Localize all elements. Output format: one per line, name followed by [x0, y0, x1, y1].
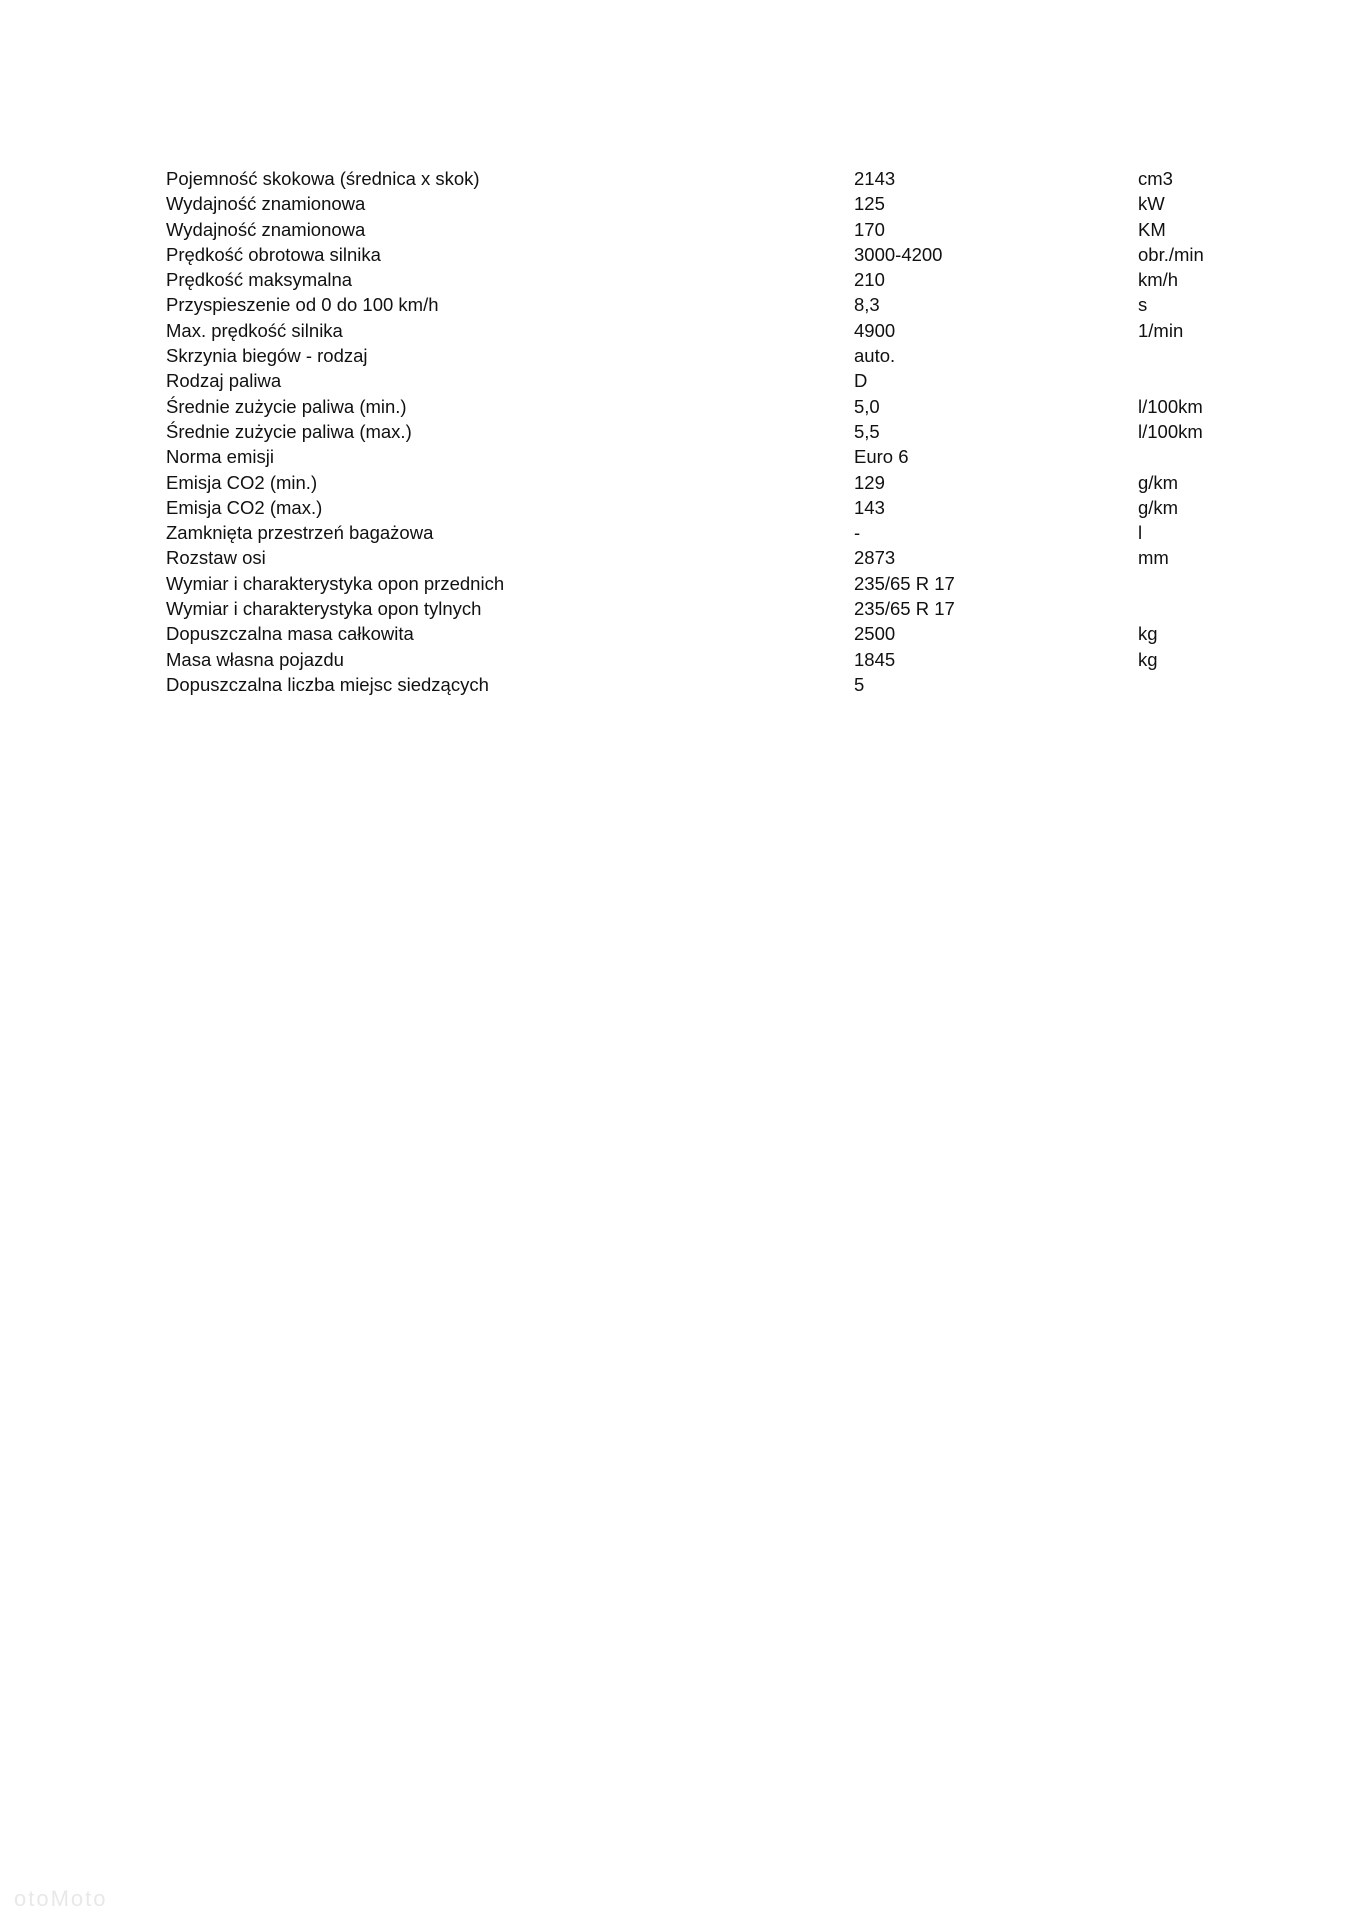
spec-label: Skrzynia biegów - rodzaj [166, 345, 368, 367]
spec-row [166, 191, 1226, 216]
spec-row [166, 571, 1226, 596]
spec-label: Dopuszczalna masa całkowita [166, 623, 414, 645]
spec-row [166, 166, 1226, 191]
spec-label: Wydajność znamionowa [166, 193, 366, 215]
spec-unit: kg [1138, 648, 1158, 670]
spec-label: Przyspieszenie od 0 do 100 km/h [166, 294, 439, 316]
spec-unit: l/100km [1138, 420, 1203, 442]
spec-unit: l [1138, 522, 1143, 544]
spec-unit [1138, 444, 1226, 469]
spec-row [166, 368, 1226, 393]
spec-value: 5 [854, 673, 865, 695]
spec-row [166, 470, 1226, 495]
spec-unit [1138, 596, 1226, 621]
spec-value: 3000-4200 [854, 243, 943, 265]
spec-unit: cm3 [1138, 168, 1173, 189]
spec-row [166, 267, 1226, 292]
spec-label: Pojemność skokowa (średnica x skok) [166, 168, 480, 189]
watermark-logo: otoMoto [14, 1886, 108, 1911]
spec-label: Max. prędkość silnika [166, 319, 343, 341]
spec-label: Prędkość obrotowa silnika [166, 243, 381, 265]
spec-unit: kg [1138, 623, 1158, 645]
spec-value: 235/65 R 17 [854, 572, 955, 594]
spec-value: 2143 [854, 168, 896, 189]
spec-label: Prędkość maksymalna [166, 269, 353, 291]
spec-value: 5,5 [854, 420, 880, 442]
spec-unit: g/km [1138, 496, 1179, 518]
spec-label: Emisja CO2 (min.) [166, 471, 318, 493]
spec-label: Średnie zużycie paliwa (max.) [166, 420, 412, 442]
spec-unit: kW [1138, 193, 1165, 215]
spec-row [166, 217, 1226, 242]
spec-label: Wymiar i charakterystyka opon tylnych [166, 598, 482, 620]
spec-label: Rozstaw osi [166, 547, 266, 569]
spec-unit: km/h [1138, 269, 1179, 291]
spec-row [166, 394, 1226, 419]
spec-label: Wydajność znamionowa [166, 218, 366, 240]
spec-label: Norma emisji [166, 446, 274, 468]
spec-label: Dopuszczalna liczba miejsc siedzących [166, 673, 489, 695]
spec-value: 5,0 [854, 395, 880, 417]
spec-label: Zamknięta przestrzeń bagażowa [166, 522, 434, 544]
spec-unit: mm [1138, 547, 1169, 569]
spec-value: 170 [854, 218, 885, 240]
spec-row [166, 621, 1226, 646]
spec-row [166, 242, 1226, 267]
spec-row [166, 545, 1226, 570]
spec-value: - [854, 522, 861, 544]
spec-label: Emisja CO2 (max.) [166, 496, 323, 518]
spec-value: 2500 [854, 623, 896, 645]
spec-value: 210 [854, 269, 885, 291]
spec-value: 2873 [854, 547, 896, 569]
spec-value: auto. [854, 345, 896, 367]
spec-unit [1138, 672, 1226, 697]
spec-label: Rodzaj paliwa [166, 370, 282, 392]
spec-value: 235/65 R 17 [854, 598, 955, 620]
spec-label: Wymiar i charakterystyka opon przednich [166, 572, 505, 594]
spec-row [166, 343, 1226, 368]
spec-value: 1845 [854, 648, 896, 670]
spec-unit: obr./min [1138, 243, 1204, 265]
spec-row [166, 292, 1226, 317]
spec-value: 129 [854, 471, 885, 493]
spec-unit [1138, 571, 1226, 596]
spec-row [166, 596, 1226, 621]
spec-unit: 1/min [1138, 319, 1184, 341]
spec-unit: l/100km [1138, 395, 1203, 417]
spec-unit [1138, 368, 1226, 393]
spec-label: Średnie zużycie paliwa (min.) [166, 395, 407, 417]
spec-value: D [854, 370, 868, 392]
spec-row [166, 672, 1226, 697]
spec-table [166, 166, 1226, 697]
spec-unit: s [1138, 294, 1148, 316]
spec-label: Masa własna pojazdu [166, 648, 344, 670]
spec-unit: g/km [1138, 471, 1179, 493]
spec-row [166, 318, 1226, 343]
spec-unit [1138, 343, 1226, 368]
spec-unit: KM [1138, 218, 1166, 240]
spec-value: 143 [854, 496, 885, 518]
spec-row [166, 419, 1226, 444]
spec-row [166, 647, 1226, 672]
spec-value: Euro 6 [854, 446, 909, 468]
spec-row [166, 520, 1226, 545]
spec-value: 8,3 [854, 294, 880, 316]
spec-value: 4900 [854, 319, 896, 341]
spec-row [166, 495, 1226, 520]
spec-value: 125 [854, 193, 885, 215]
spec-row [166, 444, 1226, 469]
